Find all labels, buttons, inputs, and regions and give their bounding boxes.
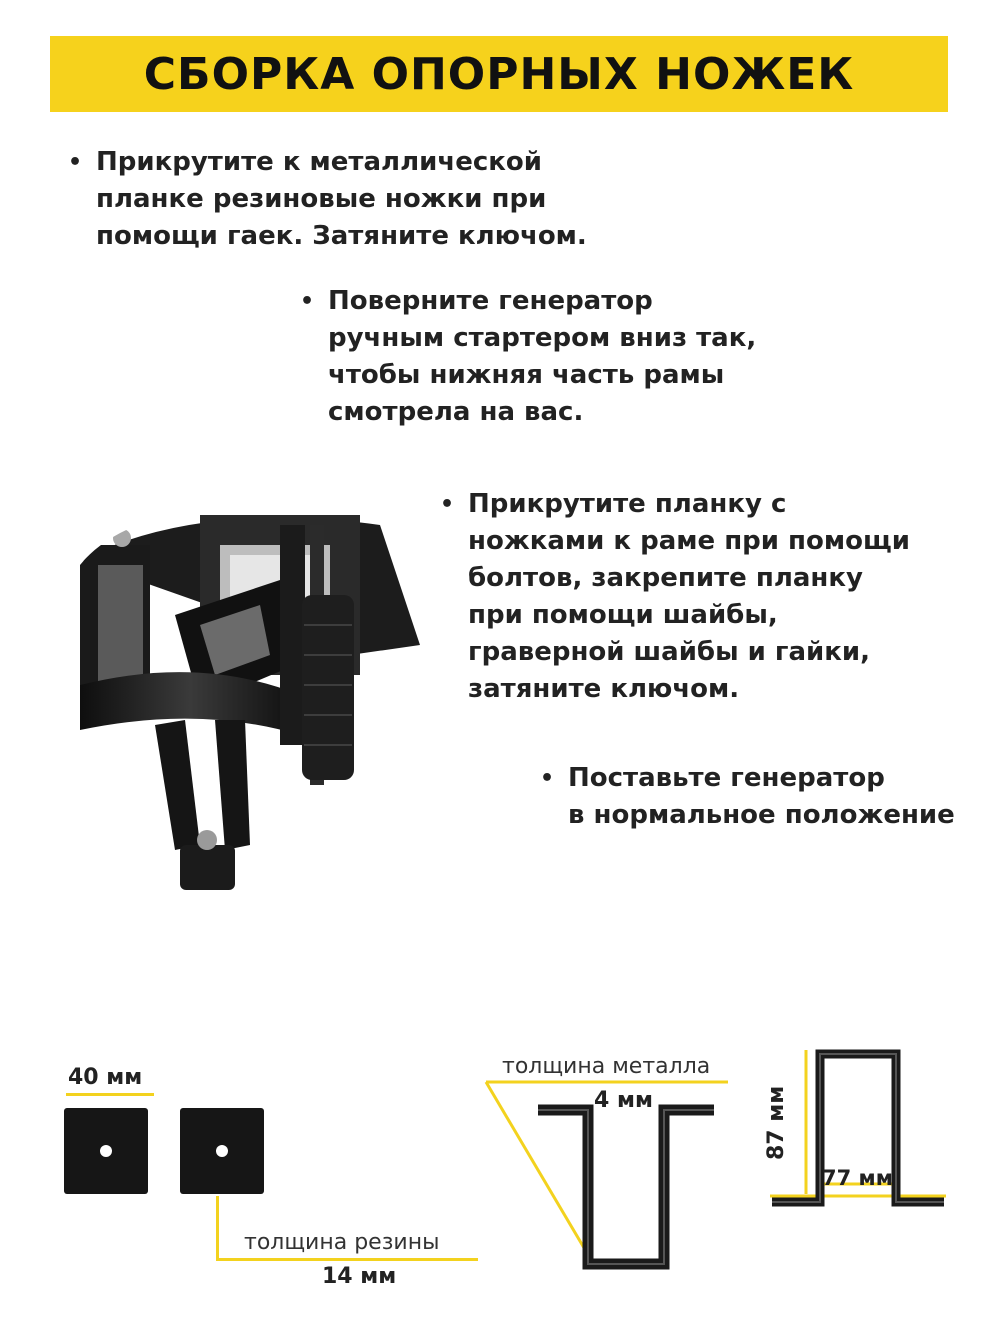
metal-thickness-label: толщина металла (502, 1054, 711, 1079)
rubber-thickness-line (216, 1258, 478, 1261)
step-4 (540, 760, 955, 834)
pad-hole-icon (100, 1145, 112, 1157)
pad-width-label: 40 мм (68, 1065, 143, 1090)
bullet: • (300, 289, 315, 314)
frame-leg-photo (80, 505, 440, 900)
bullet: • (540, 766, 555, 791)
step-2-line: смотрела на вас. (328, 397, 584, 427)
rubber-pad-icon (64, 1108, 148, 1194)
step-4-line: в нормальное положение (568, 800, 955, 830)
bracket-icon (478, 1078, 728, 1278)
pad-hole-icon (216, 1145, 228, 1157)
step-3-line: при помощи шайбы, (468, 600, 778, 630)
step-2-line: чтобы нижняя часть рамы (328, 360, 725, 390)
step-3-line: граверной шайбы и гайки, (468, 637, 870, 667)
rubber-thickness-line (216, 1196, 219, 1260)
step-1-line: планке резиновые ножки при (96, 184, 547, 214)
title-banner (50, 36, 948, 112)
step-3-line: болтов, закрепите планку (468, 563, 863, 593)
bracket-width-label: 77 мм (822, 1166, 893, 1190)
pad-width-line (66, 1093, 154, 1096)
bullet: • (68, 150, 83, 175)
step-3-line: затяните ключом. (468, 674, 740, 704)
step-3-line: ножками к раме при помощи (468, 526, 910, 556)
rubber-thickness-label: толщина резины (244, 1230, 440, 1255)
step-3-line: Прикрутите планку с (468, 489, 787, 519)
bracket-height-label: 87 мм (764, 1085, 789, 1160)
step-2 (300, 283, 757, 431)
step-2-line: Поверните генератор (328, 286, 653, 316)
metal-thickness-value: 4 мм (594, 1088, 653, 1113)
step-1-line: помощи гаек. Затяните ключом. (96, 221, 587, 251)
step-4-line: Поставьте генератор (568, 763, 885, 793)
step-1 (68, 144, 587, 255)
rubber-pad-icon (180, 1108, 264, 1194)
rubber-thickness-value: 14 мм (322, 1264, 397, 1289)
page-title: СБОРКА ОПОРНЫХ НОЖЕК (143, 48, 855, 100)
step-1-line: Прикрутите к металлической (96, 147, 542, 177)
step-2-line: ручным стартером вниз так, (328, 323, 757, 353)
bullet: • (440, 492, 455, 517)
step-3 (440, 486, 910, 708)
